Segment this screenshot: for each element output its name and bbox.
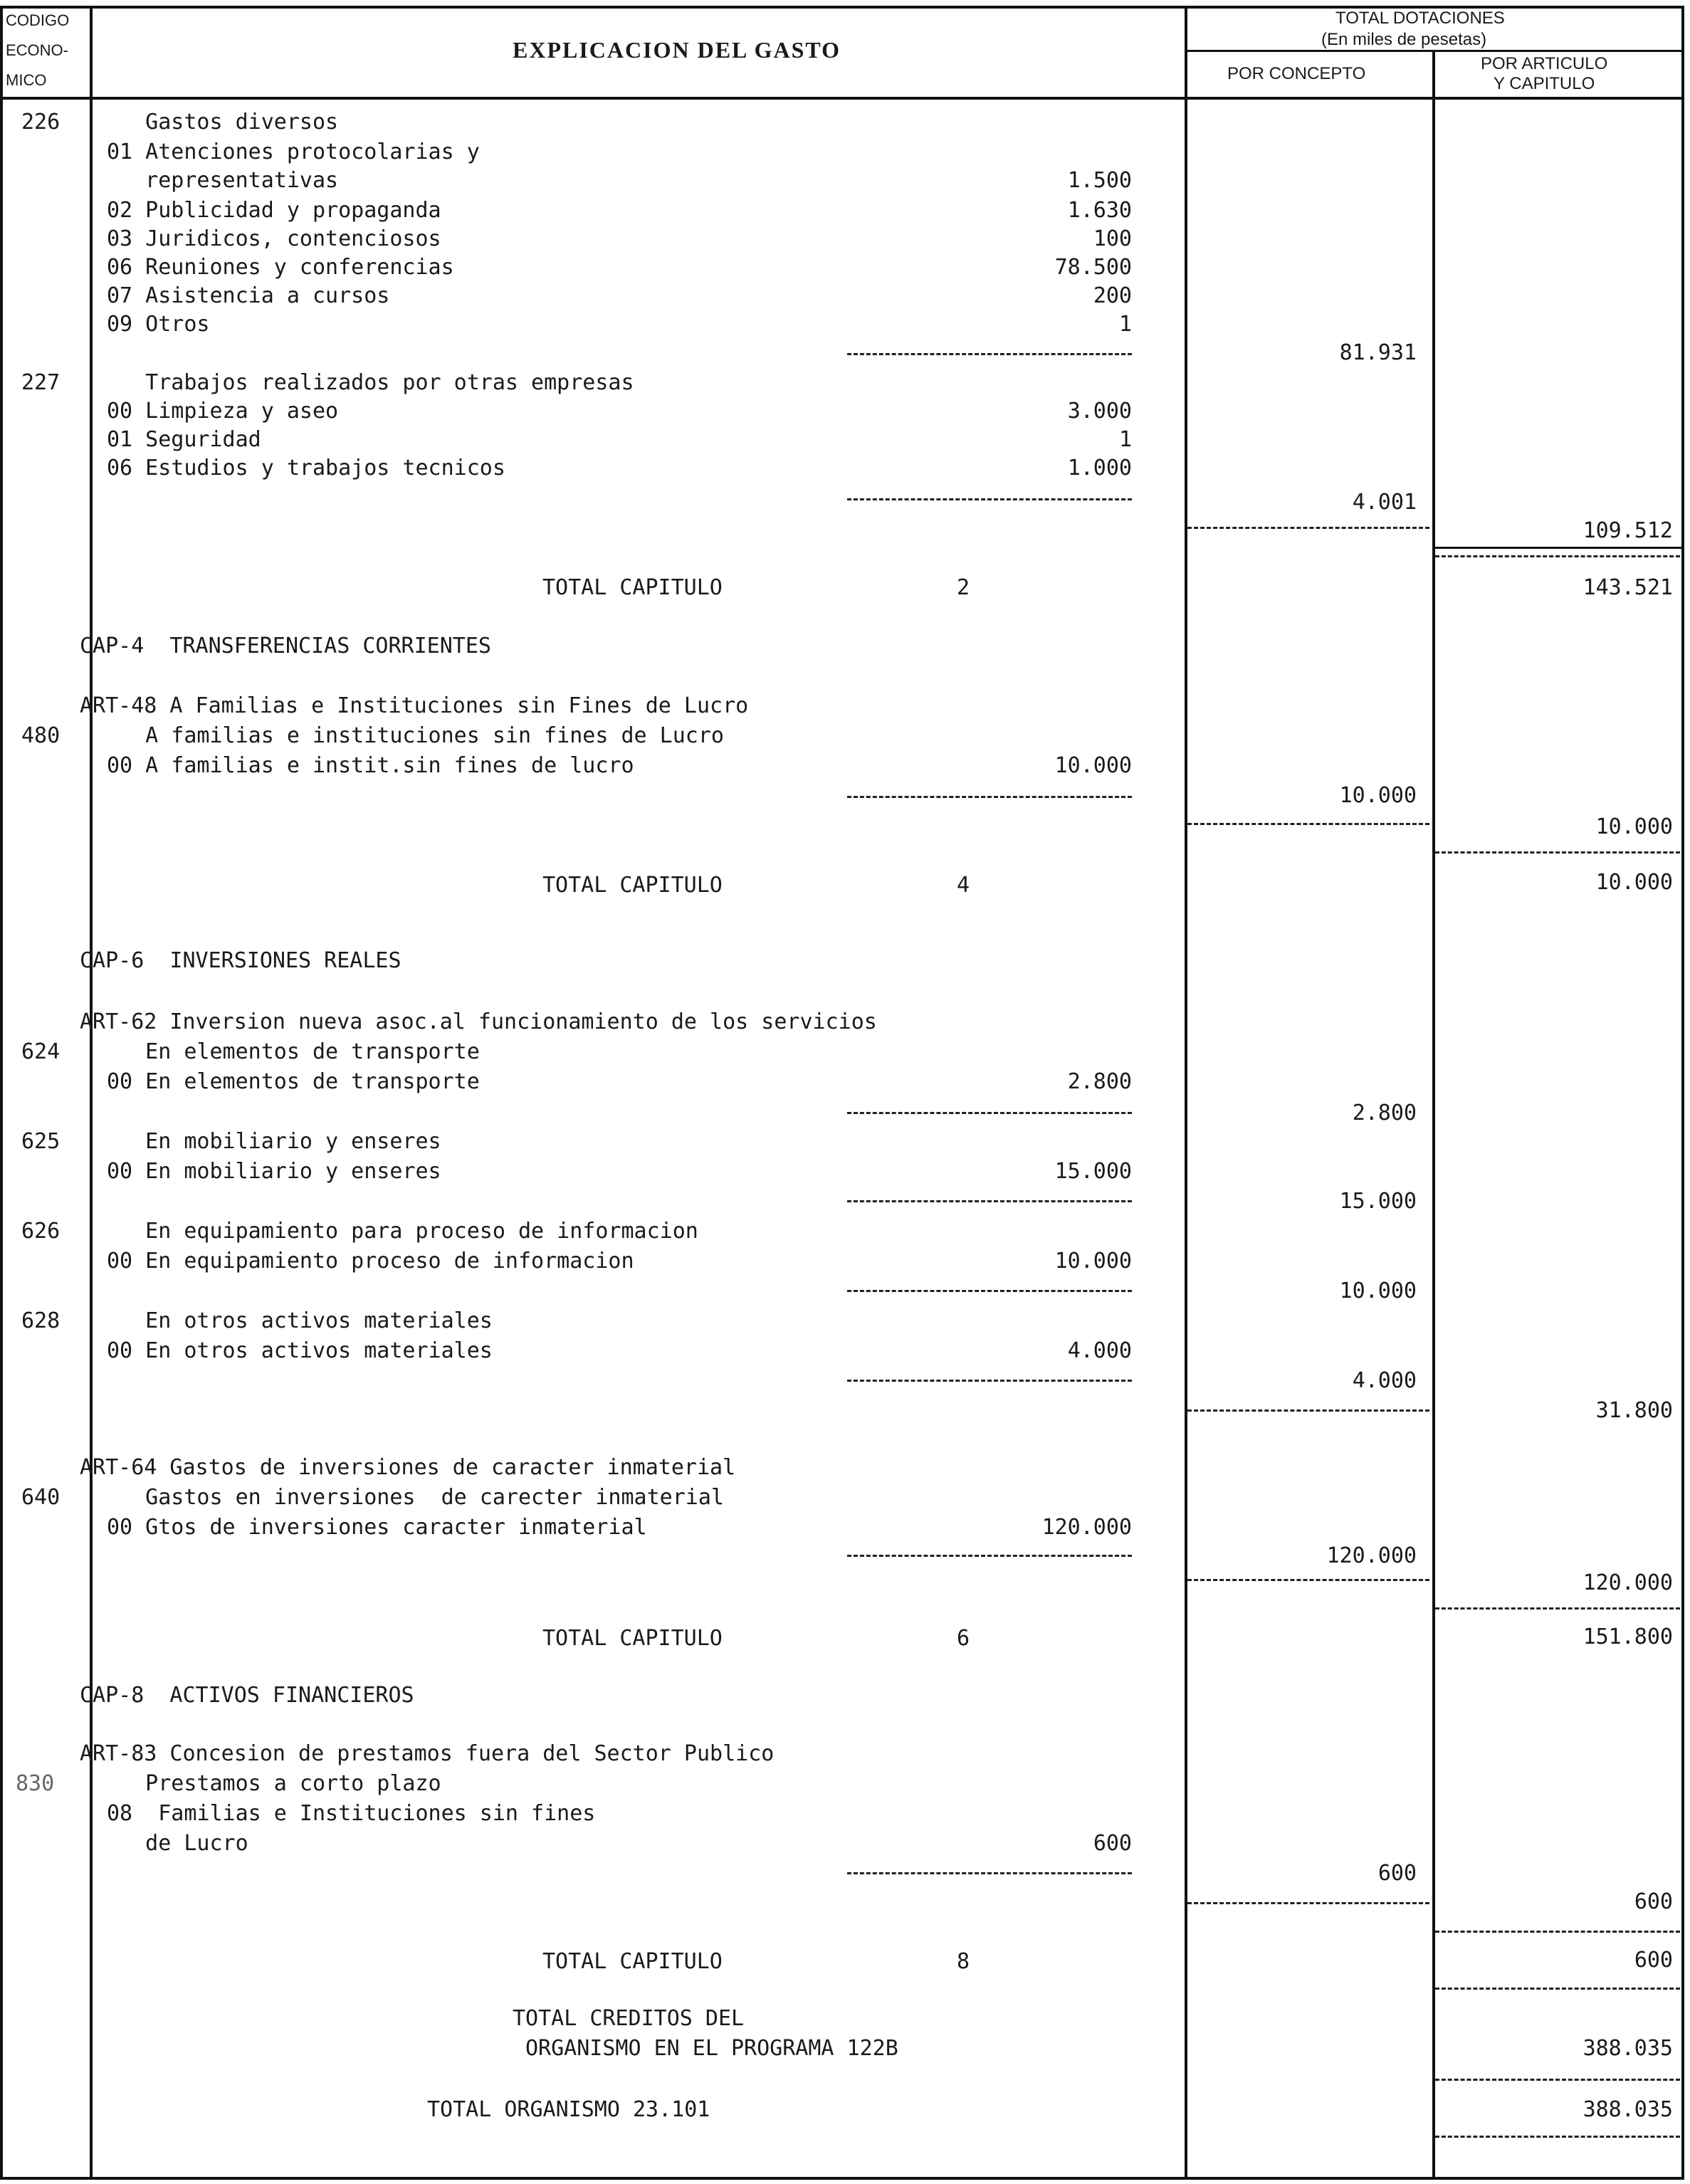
- concepto-total-640: 120.000: [1326, 1543, 1417, 1568]
- total-capitulo-6-label: TOTAL CAPITULO: [542, 1626, 723, 1651]
- articulo-total-64: 120.000: [1583, 1570, 1673, 1595]
- concepto-rule: [1187, 1409, 1429, 1412]
- line-226-03: 03 Juridicos, contenciosos: [107, 226, 441, 251]
- art64-title: ART-64 Gastos de inversiones de caracter inmaterial: [80, 1455, 736, 1480]
- concepto-rule: [1187, 527, 1429, 529]
- code-624: 624: [21, 1039, 61, 1064]
- total-capitulo-6: 151.800: [1583, 1624, 1673, 1649]
- concepto-total-480: 10.000: [1339, 783, 1417, 808]
- amount-226-02: 1.630: [1067, 198, 1132, 223]
- amount-625-00: 15.000: [1054, 1159, 1132, 1184]
- concepto-total-830: 600: [1377, 1861, 1417, 1886]
- line-830-08a: 08 Familias e Instituciones sin fines: [107, 1801, 596, 1826]
- amount-830-08: 600: [1093, 1831, 1132, 1856]
- amount-227-00: 3.000: [1067, 399, 1132, 424]
- line-226-06: 06 Reuniones y conferencias: [107, 255, 454, 280]
- subtotal-rule: [847, 1872, 1132, 1874]
- code-column-divider: [90, 6, 93, 2178]
- concepto-total-625: 15.000: [1339, 1189, 1417, 1214]
- amount-480-00: 10.000: [1054, 753, 1132, 778]
- line-624-00: 00 En elementos de transporte: [107, 1069, 480, 1094]
- amount-226-03: 100: [1093, 226, 1132, 251]
- line-830-08b: de Lucro: [107, 1831, 248, 1856]
- code-626: 626: [21, 1219, 61, 1244]
- left-border: [0, 6, 3, 2178]
- concepto-rule: [1187, 1579, 1429, 1581]
- por-concepto-header: POR CONCEPTO: [1227, 64, 1366, 83]
- amount-640-00: 120.000: [1041, 1515, 1132, 1540]
- explicacion-header: EXPLICACION DEL GASTO: [513, 37, 841, 63]
- code-227: 227: [21, 370, 61, 395]
- cap8-title: CAP-8 ACTIVOS FINANCIEROS: [80, 1683, 414, 1708]
- code-628: 628: [21, 1308, 61, 1333]
- total-capitulo-2: 143.521: [1583, 575, 1673, 600]
- concepto-rule: [1187, 823, 1429, 825]
- art62-title: ART-62 Inversion nueva asoc.al funcionamiento de los servicios: [80, 1009, 877, 1034]
- total-dotaciones-header: TOTAL DOTACIONES: [1335, 9, 1505, 28]
- code-830: 830: [16, 1771, 55, 1796]
- articulo-total-22: 109.512: [1583, 518, 1673, 543]
- concepto-total-227: 4.001: [1352, 490, 1417, 515]
- amount-227-01: 1: [1118, 427, 1132, 452]
- line-226-01a: 01 Atenciones protocolarias y: [107, 140, 480, 164]
- code-640: 640: [21, 1485, 61, 1510]
- total-capitulo-4: 10.000: [1595, 870, 1673, 895]
- amount-226-01: 1.500: [1067, 168, 1132, 193]
- capitulo-rule: [1435, 547, 1681, 549]
- code-header-line3: MICO: [6, 71, 47, 89]
- art83-title: ART-83 Concesion de prestamos fuera del Sector Publico: [80, 1741, 775, 1766]
- line-640-00: 00 Gtos de inversiones caracter inmaterial: [107, 1515, 647, 1540]
- amount-226-06: 78.500: [1054, 255, 1132, 280]
- total-capitulo-6-num: 6: [957, 1626, 970, 1651]
- line-626: En equipamiento para proceso de informacion: [107, 1219, 698, 1244]
- line-628: En otros activos materiales: [107, 1308, 493, 1333]
- line-640: Gastos en inversiones de carecter inmaterial: [107, 1485, 724, 1510]
- articulo-rule: [1435, 2136, 1680, 2138]
- total-creditos-line2: ORGANISMO EN EL PROGRAMA 122B: [525, 2036, 898, 2061]
- articulo-rule: [1435, 851, 1680, 854]
- total-capitulo-8-label: TOTAL CAPITULO: [542, 1949, 723, 1974]
- concepto-total-624: 2.800: [1352, 1101, 1417, 1125]
- line-226: Gastos diversos: [107, 110, 339, 135]
- art48-title: ART-48 A Familias e Instituciones sin Fines de Lucro: [80, 693, 749, 718]
- total-organismo-label: TOTAL ORGANISMO 23.101: [427, 2097, 710, 2122]
- concepto-total-226: 81.931: [1339, 340, 1417, 365]
- subtotal-rule: [847, 1290, 1132, 1292]
- header-mid-line: [1185, 50, 1684, 52]
- line-628-00: 00 En otros activos materiales: [107, 1338, 493, 1363]
- concepto-total-626: 10.000: [1339, 1279, 1417, 1303]
- subtotal-rule: [847, 353, 1132, 355]
- articulo-rule: [1435, 1931, 1680, 1933]
- total-capitulo-2-label: TOTAL CAPITULO: [542, 575, 723, 600]
- subtotal-rule: [847, 796, 1132, 798]
- code-625: 625: [21, 1129, 61, 1154]
- amount-624-00: 2.800: [1067, 1069, 1132, 1094]
- line-625-00: 00 En mobiliario y enseres: [107, 1159, 441, 1184]
- total-capitulo-4-num: 4: [957, 873, 970, 898]
- cap6-title: CAP-6 INVERSIONES REALES: [80, 948, 401, 973]
- right-border: [1681, 6, 1684, 2178]
- line-226-07: 07 Asistencia a cursos: [107, 283, 390, 308]
- por-articulo-header: POR ARTICULO: [1481, 54, 1608, 73]
- y-capitulo-header: Y CAPITULO: [1494, 74, 1595, 93]
- line-624: En elementos de transporte: [107, 1039, 480, 1064]
- concepto-rule: [1187, 1902, 1429, 1904]
- line-226-09: 09 Otros: [107, 312, 210, 337]
- articulo-rule: [1435, 2079, 1680, 2081]
- articulo-total-48: 10.000: [1595, 814, 1673, 839]
- articulo-column-divider: [1432, 50, 1435, 2178]
- code-226: 226: [21, 110, 61, 135]
- total-capitulo-2-num: 2: [957, 575, 970, 600]
- total-capitulo-8-num: 8: [957, 1949, 970, 1974]
- concepto-total-628: 4.000: [1352, 1368, 1417, 1393]
- code-header-line2: ECONO-: [6, 41, 68, 59]
- subtotal-rule: [847, 1112, 1132, 1114]
- header-bottom-line: [0, 97, 1684, 100]
- amount-628-00: 4.000: [1067, 1338, 1132, 1363]
- code-header-line1: CODIGO: [6, 11, 70, 29]
- en-miles-header: (En miles de pesetas): [1321, 30, 1487, 49]
- subtotal-rule: [847, 498, 1132, 500]
- line-626-00: 00 En equipamiento proceso de informacion: [107, 1249, 634, 1274]
- total-capitulo-8: 600: [1634, 1948, 1673, 1973]
- total-creditos-programa: 388.035: [1583, 2036, 1673, 2061]
- code-480: 480: [21, 723, 61, 748]
- line-227: Trabajos realizados por otras empresas: [107, 370, 634, 395]
- cap4-title: CAP-4 TRANSFERENCIAS CORRIENTES: [80, 634, 491, 658]
- line-227-00: 00 Limpieza y aseo: [107, 399, 339, 424]
- amount-226-07: 200: [1093, 283, 1132, 308]
- articulo-total-83: 600: [1634, 1889, 1673, 1914]
- amount-626-00: 10.000: [1054, 1249, 1132, 1274]
- amount-227-06: 1.000: [1067, 456, 1132, 481]
- amount-226-09: 1: [1118, 312, 1132, 337]
- articulo-total-62: 31.800: [1595, 1398, 1673, 1423]
- subtotal-rule: [847, 1380, 1132, 1382]
- total-creditos-line1: TOTAL CREDITOS DEL: [513, 2006, 745, 2031]
- line-226-01b: representativas: [107, 168, 339, 193]
- concepto-column-divider: [1185, 6, 1187, 2178]
- line-227-06: 06 Estudios y trabajos tecnicos: [107, 456, 505, 481]
- subtotal-rule: [847, 1555, 1132, 1557]
- line-625: En mobiliario y enseres: [107, 1129, 441, 1154]
- line-480-00: 00 A familias e instit.sin fines de lucro: [107, 753, 634, 778]
- line-830: Prestamos a corto plazo: [107, 1771, 441, 1796]
- articulo-rule: [1435, 1988, 1680, 1990]
- articulo-rule: [1435, 555, 1680, 557]
- line-226-02: 02 Publicidad y propaganda: [107, 198, 441, 223]
- line-480: A familias e instituciones sin fines de Lucro: [107, 723, 724, 748]
- total-organismo: 388.035: [1583, 2097, 1673, 2122]
- subtotal-rule: [847, 1200, 1132, 1202]
- total-capitulo-4-label: TOTAL CAPITULO: [542, 873, 723, 898]
- articulo-rule: [1435, 1607, 1680, 1610]
- line-227-01: 01 Seguridad: [107, 427, 261, 452]
